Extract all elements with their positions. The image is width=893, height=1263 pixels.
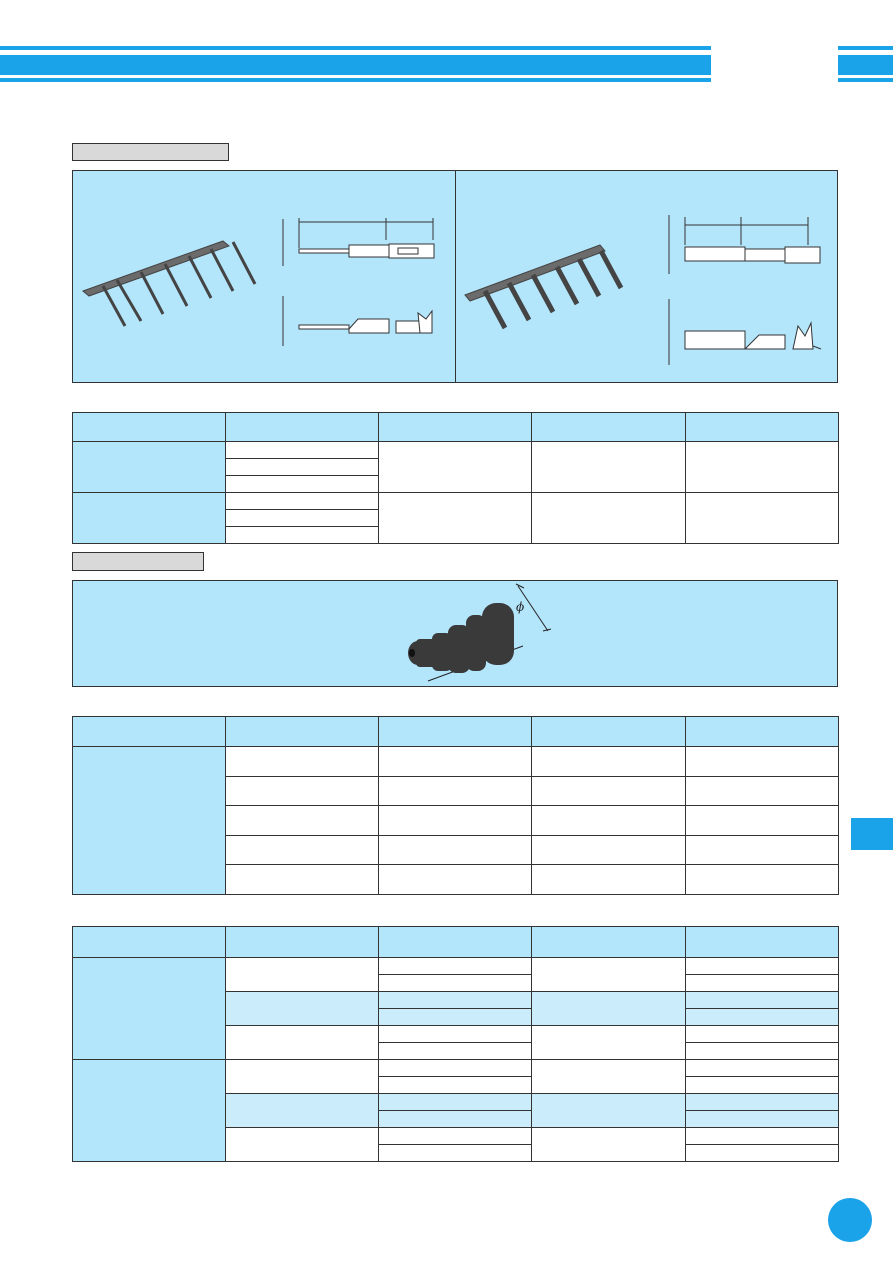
- table-cell: [226, 992, 379, 1026]
- terminal-drawing-left-top: [278, 216, 448, 276]
- table-cell: [73, 442, 226, 493]
- table-cell: [686, 493, 839, 544]
- table-cell: [379, 1094, 532, 1111]
- table-cell: [379, 747, 532, 777]
- table-cell: [686, 992, 839, 1009]
- table-cell: [379, 777, 532, 806]
- table-cell: [73, 747, 226, 895]
- table-cell: [686, 1060, 839, 1077]
- header-stripe-top: [0, 46, 711, 50]
- table-cell: [686, 975, 839, 992]
- table-cell: [73, 1060, 226, 1162]
- terminal-drawing-right-bottom: [663, 291, 833, 361]
- header-stripe-main-right: [838, 55, 893, 75]
- table-cell: [226, 1128, 379, 1162]
- table-cell: [379, 493, 532, 544]
- table-cell: [686, 806, 839, 836]
- table-cell: [532, 1060, 686, 1094]
- table-cell: [226, 527, 379, 544]
- seal-spec-table: [72, 716, 839, 895]
- section-label-terminals: [72, 143, 229, 161]
- table-cell: [686, 958, 839, 975]
- table-cell: [379, 442, 532, 493]
- table-cell: [532, 865, 686, 895]
- table-cell: [379, 1111, 532, 1128]
- table-cell: [532, 836, 686, 865]
- table-cell: [379, 1077, 532, 1094]
- table-cell: [226, 1060, 379, 1094]
- table-cell: [379, 1145, 532, 1162]
- table-cell: [532, 958, 686, 992]
- section-side-tab: [851, 818, 893, 850]
- terminal-drawing-right-top: [663, 211, 833, 276]
- table-cell: [532, 1026, 686, 1060]
- wire-seal-image: [398, 581, 568, 691]
- table2-header-3: [532, 717, 686, 747]
- terminals-figure-panel: [72, 170, 838, 383]
- table-cell: [686, 865, 839, 895]
- table-cell: [226, 865, 379, 895]
- header-stripe-main: [0, 55, 711, 75]
- table-cell: [379, 1026, 532, 1043]
- table-cell: [686, 777, 839, 806]
- table-cell: [686, 1128, 839, 1145]
- table2-header-0: [73, 717, 226, 747]
- table1-header-0: [73, 413, 226, 442]
- terminal-reel-left-image: [83, 236, 273, 326]
- table-cell: [532, 777, 686, 806]
- table-cell: [226, 493, 379, 510]
- table-cell: [379, 975, 532, 992]
- header-stripe-top-right: [838, 46, 893, 50]
- table3-header-1: [226, 927, 379, 958]
- table-cell: [379, 865, 532, 895]
- table-cell: [379, 992, 532, 1009]
- table2-header-2: [379, 717, 532, 747]
- table-cell: [686, 1111, 839, 1128]
- table-cell: [379, 1009, 532, 1026]
- table-cell: [226, 459, 379, 476]
- table-cell: [379, 806, 532, 836]
- header-stripe-bottom-right: [838, 78, 893, 82]
- table3-header-4: [686, 927, 839, 958]
- table-cell: [532, 1094, 686, 1128]
- seal-figure-panel: [72, 580, 838, 687]
- table-cell: [686, 1009, 839, 1026]
- applicator-table: [72, 926, 839, 1162]
- table3-header-0: [73, 927, 226, 958]
- table-cell: [532, 442, 686, 493]
- page-number-badge: [828, 1198, 872, 1242]
- table3-header-2: [379, 927, 532, 958]
- table3-header-3: [532, 927, 686, 958]
- header-stripe-bottom: [0, 78, 711, 82]
- table-cell: [686, 1094, 839, 1111]
- table-cell: [532, 493, 686, 544]
- table-cell: [379, 836, 532, 865]
- table-cell: [686, 1077, 839, 1094]
- table-cell: [686, 1026, 839, 1043]
- table-cell: [532, 1128, 686, 1162]
- table-cell: [686, 1043, 839, 1060]
- table1-header-1: [226, 413, 379, 442]
- table2-header-1: [226, 717, 379, 747]
- table-cell: [686, 442, 839, 493]
- table-cell: [379, 1128, 532, 1145]
- section-label-seal: [72, 552, 204, 571]
- table-cell: [226, 1026, 379, 1060]
- table-cell: [532, 747, 686, 777]
- table1-header-4: [686, 413, 839, 442]
- table-cell: [379, 1060, 532, 1077]
- table-cell: [226, 747, 379, 777]
- table1-header-3: [532, 413, 686, 442]
- table2-header-4: [686, 717, 839, 747]
- table-cell: [686, 1145, 839, 1162]
- table-cell: [73, 493, 226, 544]
- table-cell: [226, 777, 379, 806]
- panel-divider: [455, 171, 456, 382]
- terminal-drawing-left-bottom: [278, 291, 448, 351]
- table-cell: [532, 806, 686, 836]
- dimension-symbol: ϕ: [516, 600, 525, 614]
- table-cell: [226, 442, 379, 459]
- table-cell: [532, 992, 686, 1026]
- table-cell: [379, 958, 532, 975]
- table-cell: [226, 1094, 379, 1128]
- table-cell: [379, 1043, 532, 1060]
- table-cell: [686, 747, 839, 777]
- table-cell: [226, 958, 379, 992]
- table-cell: [73, 958, 226, 1060]
- table-cell: [226, 806, 379, 836]
- table-cell: [226, 476, 379, 493]
- table-cell: [226, 510, 379, 527]
- table-cell: [226, 836, 379, 865]
- terminal-spec-table: [72, 412, 839, 544]
- table-cell: [686, 836, 839, 865]
- table1-header-2: [379, 413, 532, 442]
- terminal-reel-right-image: [465, 243, 645, 333]
